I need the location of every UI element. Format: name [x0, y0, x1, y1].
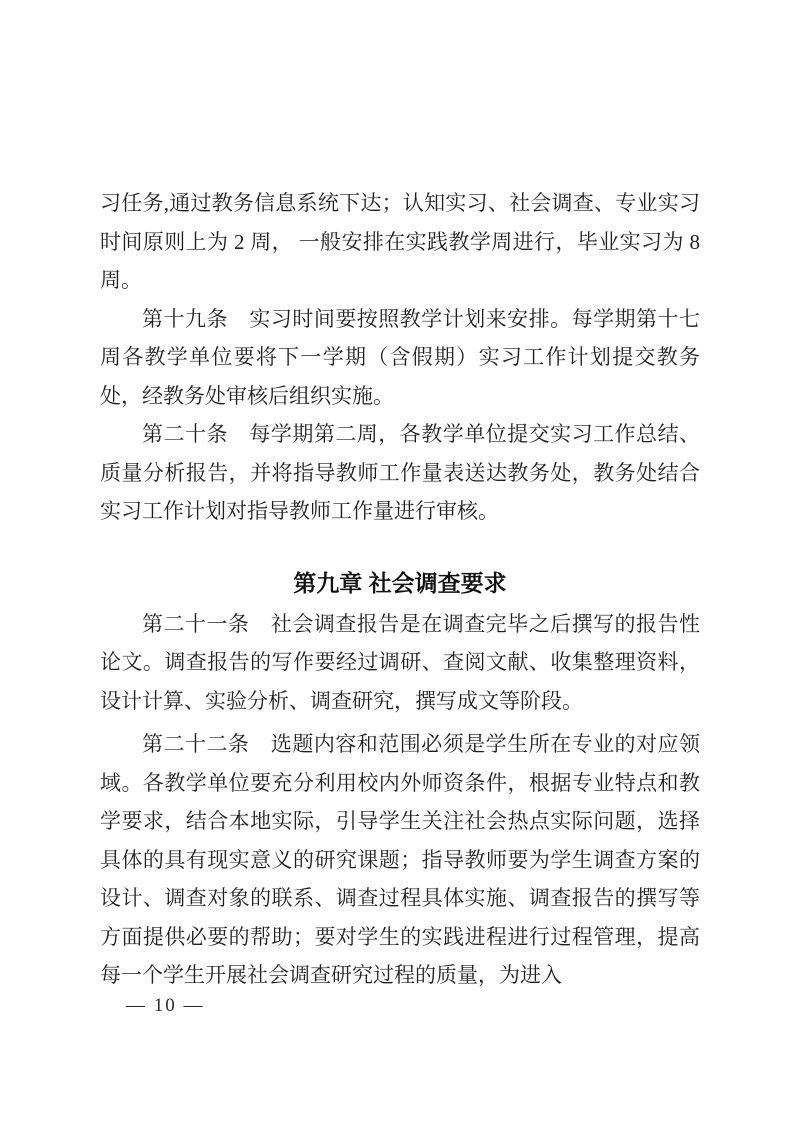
paragraph-article-20: 第二十条 每学期第二周，各教学单位提交实习工作总结、质量分析报告，并将指导教师工作量表送达教务处，教务处结合实习工作计划对指导教师工作量进行审核。 [100, 422, 700, 523]
document-text-block [100, 184, 700, 995]
paragraph-article-22: 第二十二条 选题内容和范围必须是学生所在专业的对应领域。各教学单位要充分利用校内外师资条件，根据专业特点和教学要求，结合本地实际，引导学生关注社会热点实际问题，选择具体的具有现实意义的研究课题；指导教师要为学生调查方案的设计、调查对象的联系、调查过程具体实施、调查报告的撰写等方面提供必要的帮助；要对学生的实践进程进行过程管理，提高每一个学生开展社会调查研究过程的质量，为进入 [100, 732, 700, 987]
paragraph-continuation: 习任务,通过教务信息系统下达；认知实习、社会调查、专业实习时间原则上为 2 周， 一般安排在实践教学周进行，毕业实习为 8 周。 [100, 191, 700, 292]
chapter-9-heading: 第九章 社会调查要求 [293, 569, 507, 596]
paragraph-article-21: 第二十一条 社会调查报告是在调查完毕之后撰写的报告性论文。调查报告的写作要经过调研、查阅文献、收集整理资料，设计计算、实验分析、调查研究，撰写成文等阶段。 [100, 611, 700, 713]
paragraph-article-19: 第十九条 实习时间要按照教学计划来安排。每学期第十七周各教学单位要将下一学期（含假期）实习工作计划提交教务处，经教务处审核后组织实施。 [100, 306, 700, 408]
page-number: — 10 — [126, 995, 205, 1016]
